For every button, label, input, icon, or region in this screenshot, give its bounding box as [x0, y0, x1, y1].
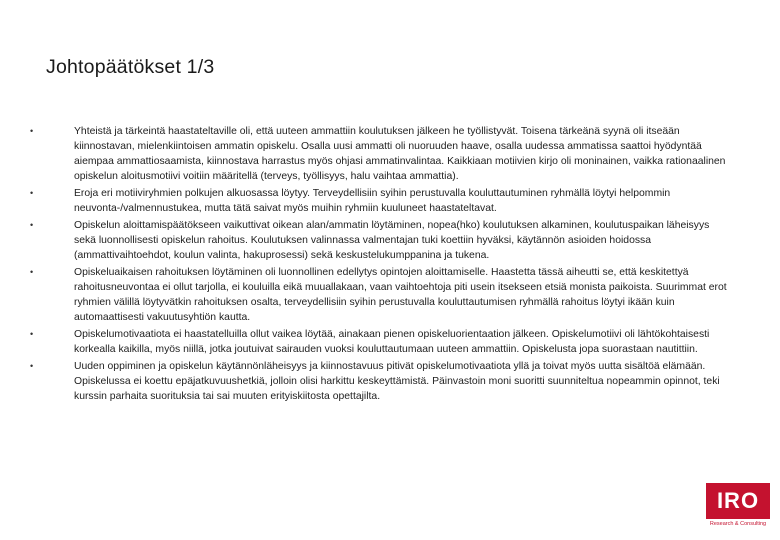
bullet-item — [30, 359, 730, 404]
bullet-text: Uuden oppiminen ja opiskelun käytännönläheisyys ja kiinnostavuus pitivät opiskelumotivaatiota yllä ja toivat myös uutta sisältöä elämään. Opiskelussa ei koettu epäjatkuvuushetkiä, jolloin olisi harkittu keskeyttämistä. Päinvastoin moni suoritti suunniteltua nopeammin opinnot, teki kurssin parhaita suorituksia tai sai muuten erityiskiitosta opettajilta. — [74, 361, 720, 402]
bullet-list — [30, 124, 730, 406]
bullet-text: Opiskelumotivaatiota ei haastatelluilla ollut vaikea löytää, ainakaan pienen opiskeluorientaation jälkeen. Opiskelumotiivi oli lähtökohtaisesti korkealla kaikilla, myös niillä, jotka joutuivat sairauden vuoksi kouluttautumaan uuteen ammattiin. Opiskelusta jopa suorastaan nautittiin. — [74, 329, 710, 355]
slide-title: Johtopäätökset 1/3 — [46, 56, 215, 78]
bullet-item — [30, 124, 730, 184]
bullet-marker: • — [30, 188, 34, 198]
bullet-item — [30, 327, 730, 357]
bullet-text: Yhteistä ja tärkeintä haastateltaville oli, että uuteen ammattiin koulutuksen jälkeen he työllistyvät. Toisena tärkeänä syynä oli itseään kiinnostavan, mielenkiintoisen ammatin opiskelu. Osalla uusi ammatti oli nuoruuden haave, osalla uudessa ammatissa saattoi hyödyntää aiempaa ammattiosaamista, kiinnostava harrastus myös ohjasi ammatinvalintaa. Kaikkiaan motiivien kirjo oli moninainen, vaikka rationaalinen opiskelun aloitusmotiivi voitiin määritellä (terveys, työllisyys, halu vaihtaa ammattia). — [74, 126, 726, 182]
bullet-marker: • — [30, 126, 34, 136]
iro-logo — [706, 483, 770, 527]
bullet-item — [30, 218, 730, 263]
logo-caption: Research & Consulting — [709, 521, 767, 527]
bullet-marker: • — [30, 329, 34, 339]
logo-mark: IRO — [706, 483, 770, 519]
bullet-text: Opiskelun aloittamispäätökseen vaikuttivat oikean alan/ammatin löytäminen, nopea(hko) koulutuksen alkaminen, koulutuspaikan läheisyys sekä luonnollisesti opiskelun rahoitus. Koulutuksen valinnassa valmentajan tuki koettiin hyväksi, käytännön asioiden hoidossa (ammattivaihtoehdot, koulun valinta, hakuprosessi) sekä keskustelukumppanina ja tukena. — [74, 220, 710, 261]
bullet-text: Eroja eri motiiviryhmien polkujen alkuosassa löytyy. Terveydellisiin syihin perustuvalla kouluttautuminen ryhmällä löytyi helpommin neuvonta-/valmennustukea, mutta tätä saivat myös muihin ryhmiin kuuluneet haastateltavat. — [74, 188, 671, 214]
bullet-item — [30, 186, 730, 216]
bullet-text: Opiskeluaikaisen rahoituksen löytäminen oli luonnollinen edellytys opintojen aloittamiselle. Haastetta tässä aiheutti se, että keskitettyä rahoitusneuvontaa ei ollut tarjolla, ei kouluilla eikä muuallakaan, vaan vaihtoehtoja piti usein itsekseen etsiä monista paikoista. Suurimmat erot ryhmien välillä löytyvätkin rahoituksen osalta, terveydellisiin syihin perustuvalla kouluttautumisen ryhmällä rahoitus löytyi ikään kuin automaattisesti vakuutusyhtiön kautta. — [74, 267, 727, 323]
bullet-item — [30, 265, 730, 325]
bullet-marker: • — [30, 220, 34, 230]
bullet-marker: • — [30, 361, 34, 371]
bullet-marker: • — [30, 267, 34, 277]
